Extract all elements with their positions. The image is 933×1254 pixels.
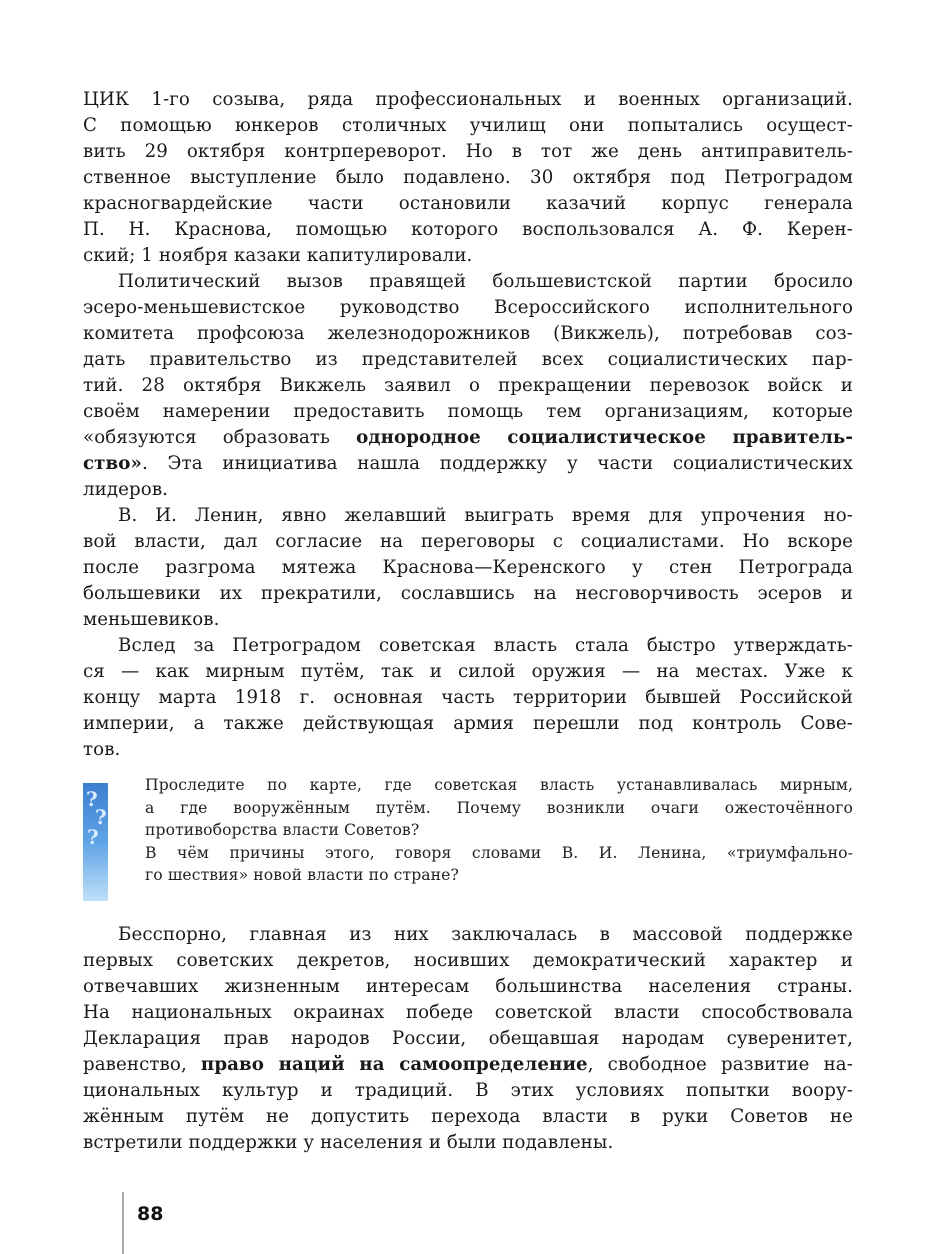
- text-span: комитета профсоюза железнодорожников (Викжель), потребовав соз-: [83, 323, 853, 344]
- tail-text: [83, 922, 853, 1156]
- text-line: [83, 1052, 853, 1078]
- text-span: циональных культур и традиций. В этих условиях попытки воору-: [83, 1080, 853, 1101]
- text-line: [83, 451, 853, 477]
- text-line: [83, 269, 853, 295]
- text-span: дать правительство из представителей всех социалистических пар-: [83, 349, 853, 370]
- text-span: ский; 1 ноября казаки капитулировали.: [83, 245, 473, 266]
- text-span: большевики их прекратили, сославшись на несговорчивость эсеров и: [83, 583, 853, 604]
- text-line: [145, 819, 853, 842]
- text-span: красногвардейские части остановили казачий корпус генерала: [83, 193, 853, 214]
- text-line: [83, 373, 853, 399]
- text-span: эсеро-меньшевистское руководство Всероссийского исполнительного: [83, 297, 853, 318]
- text-span: после разгрома мятежа Краснова—Керенского у стен Петрограда: [83, 557, 853, 578]
- text-span: тов.: [83, 739, 121, 760]
- text-span: ственное выступление было подавлено. 30 октября под Петроградом: [83, 167, 853, 188]
- text-span: меньшевиков.: [83, 609, 220, 630]
- text-span: империи, а также действующая армия перешли под контроль Сове-: [83, 713, 853, 734]
- text-line: [83, 1026, 853, 1052]
- text-span: своём намерении предоставить помощь тем организациям, которые: [83, 401, 853, 422]
- text-line: [83, 659, 853, 685]
- text-line: [145, 842, 853, 865]
- text-span: встретили поддержки у населения и были подавлены.: [83, 1132, 614, 1153]
- text-line: [83, 974, 853, 1000]
- text-line: [83, 399, 853, 425]
- text-line: [83, 711, 853, 737]
- bold-term: ство»: [83, 453, 142, 474]
- text-line: [83, 165, 853, 191]
- text-line: [83, 1078, 853, 1104]
- text-span: «обязуются образовать: [83, 427, 357, 448]
- text-line: [145, 797, 853, 820]
- text-span: Бесспорно, главная из них заключалась в массовой поддержке: [118, 924, 853, 945]
- text-span: го шествия» новой власти по стране?: [145, 866, 459, 884]
- text-span: Вслед за Петроградом советская власть стала быстро утверждать-: [118, 635, 853, 656]
- text-span: тий. 28 октября Викжель заявил о прекращении перевозок войск и: [83, 375, 853, 396]
- text-line: [83, 948, 853, 974]
- text-line: [83, 191, 853, 217]
- text-span: равенство,: [83, 1054, 201, 1075]
- text-span: ся — как мирным путём, так и силой оружия — на местах. Уже к: [83, 661, 853, 682]
- text-line: [83, 425, 853, 451]
- bold-term: право наций на самоопределение: [200, 1054, 588, 1075]
- text-line: [83, 737, 853, 763]
- text-line: [83, 217, 853, 243]
- main-text: [83, 87, 853, 763]
- text-span: вой власти, дал согласие на переговоры с социалистами. Но вскоре: [83, 531, 853, 552]
- text-span: В чём причины этого, говоря словами В. И. Ленина, «триумфально-: [145, 843, 853, 862]
- text-span: вить 29 октября контрпереворот. Но в тот же день антиправитель-: [83, 141, 853, 162]
- text-line: [83, 87, 853, 113]
- text-span: лидеров.: [83, 479, 169, 500]
- text-line: [83, 1104, 853, 1130]
- text-span: На национальных окраинах победе советской власти способствовала: [83, 1002, 853, 1023]
- question-marks-icon: ? ? ?: [83, 783, 108, 901]
- text-span: , свободное развитие на-: [587, 1054, 853, 1075]
- text-line: [83, 295, 853, 321]
- text-line: [83, 477, 853, 503]
- text-span: а где вооружённым путём. Почему возникли очаги ожесточённого: [145, 798, 853, 817]
- question-box: [145, 774, 853, 887]
- text-span: первых советских декретов, носивших демократический характер и: [83, 950, 853, 971]
- text-line: [83, 529, 853, 555]
- text-line: [145, 864, 853, 887]
- text-line: [83, 347, 853, 373]
- page-number: 88: [137, 1203, 164, 1225]
- text-line: [83, 321, 853, 347]
- text-line: [83, 243, 853, 269]
- text-span: В. И. Ленин, явно желавший выиграть время для упрочения но-: [118, 505, 853, 526]
- text-line: [83, 685, 853, 711]
- text-span: Декларация прав народов России, обещавшая народам суверенитет,: [83, 1028, 853, 1049]
- text-span: жённым путём не допустить перехода власти в руки Советов не: [83, 1106, 853, 1127]
- text-line: [83, 1000, 853, 1026]
- text-span: . Эта инициатива нашла поддержку у части социалистических: [141, 453, 853, 474]
- text-span: ЦИК 1-го созыва, ряда профессиональных и военных организаций.: [83, 89, 853, 110]
- text-span: С помощью юнкеров столичных училищ они попытались осущест-: [83, 115, 853, 136]
- text-line: [83, 581, 853, 607]
- text-span: противоборства власти Советов?: [145, 821, 420, 839]
- text-span: концу марта 1918 г. основная часть территории бывшей Российской: [83, 687, 853, 708]
- text-line: [83, 503, 853, 529]
- text-line: [83, 139, 853, 165]
- text-span: Проследите по карте, где советская власть устанавливалась мирным,: [145, 776, 853, 794]
- text-line: [83, 922, 853, 948]
- text-span: П. Н. Краснова, помощью которого воспользовался А. Ф. Керен-: [83, 219, 853, 240]
- text-line: [145, 774, 853, 797]
- text-span: отвечавших жизненным интересам большинства населения страны.: [83, 976, 853, 997]
- text-line: [83, 555, 853, 581]
- page-margin-line: [122, 1192, 124, 1254]
- text-line: [83, 607, 853, 633]
- text-line: [83, 1130, 853, 1156]
- text-line: [83, 633, 853, 659]
- text-line: [83, 113, 853, 139]
- text-span: Политический вызов правящей большевистской партии бросило: [118, 271, 853, 292]
- bold-term: однородное социалистическое правитель-: [356, 427, 853, 448]
